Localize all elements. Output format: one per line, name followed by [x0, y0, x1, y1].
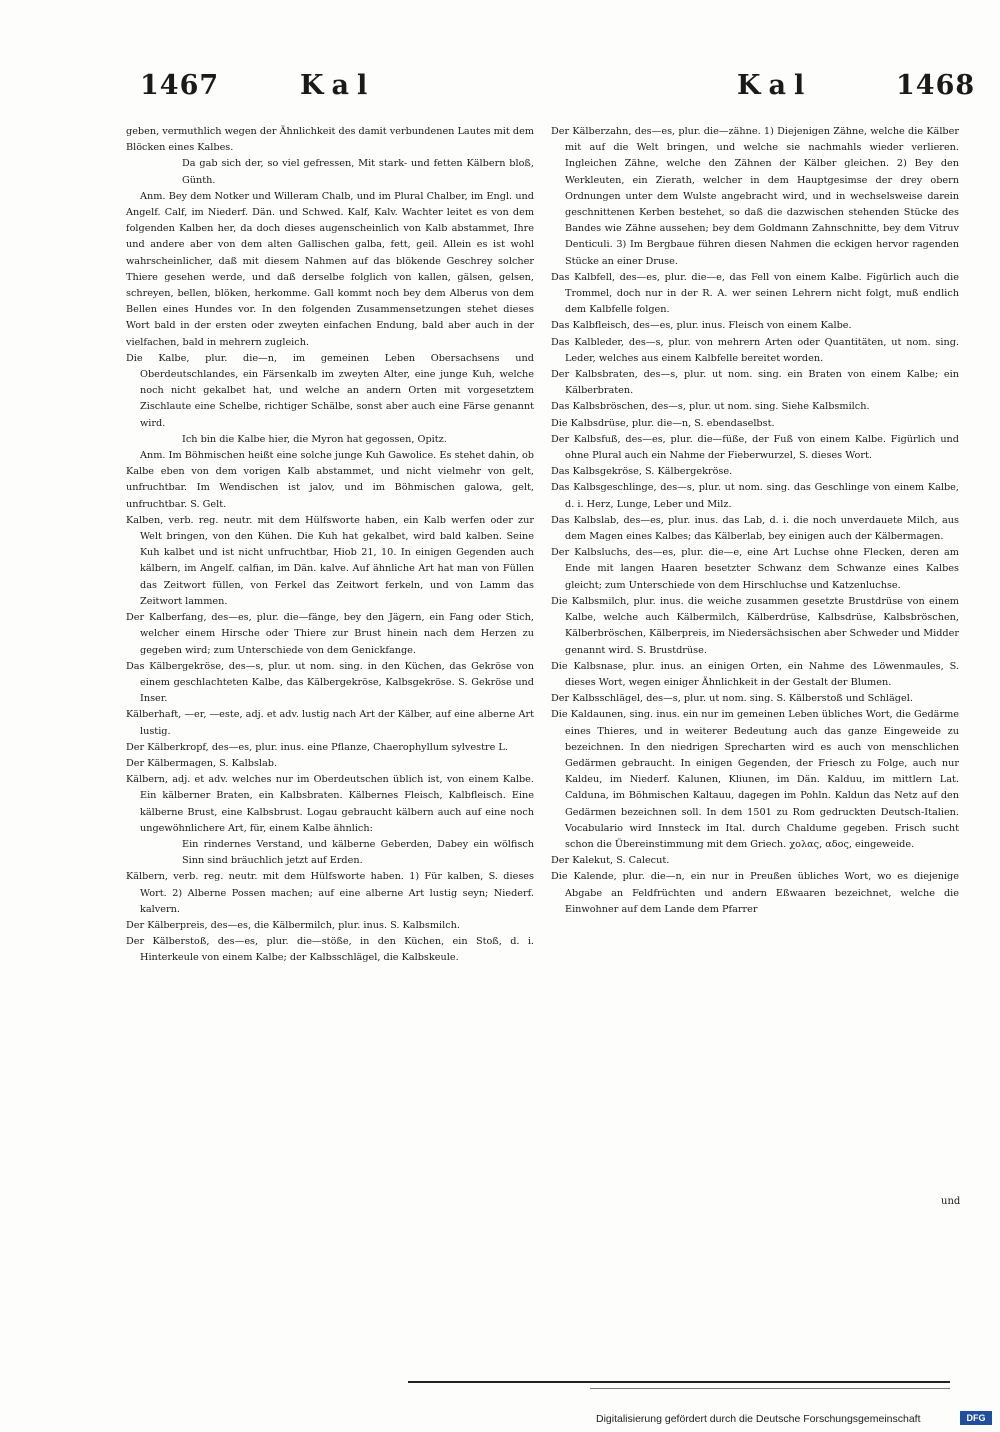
dictionary-entry: Die Kalbsnase, plur. inus. an einigen Orten, ein Nahme des Löwenmaules, S. dieses Wort, wegen einiger Ähnlichkeit in der Gestalt der Blumen. — [551, 660, 959, 688]
right-page-number: 1468 — [896, 70, 976, 101]
catchword: und — [941, 1196, 961, 1207]
dictionary-entry: Kälbern, adj. et adv. welches nur im Oberdeutschen üblich ist, von einem Kalbe. Ein kälberner Braten, ein Kalbsbraten. Kälbernes Fleisch, Kalbfleisch. Eine kälberne Brust, eine Kalbsbrust. Logau gebraucht kälbern auch auf eine noch ungewöhnlichere Art, für, einem Kalbe ähnlich: — [126, 774, 534, 834]
dictionary-entry: Ich bin die Kalbe hier, die Myron hat gegossen, Opitz. — [182, 433, 447, 445]
dictionary-entry: Der Kälbermagen, S. Kalbslab. — [126, 757, 278, 769]
dictionary-entry: Die Kalbsdrüse, plur. die—n, S. ebendaselbst. — [551, 417, 775, 429]
dictionary-entry: Kalben, verb. reg. neutr. mit dem Hülfsworte haben, ein Kalb werfen oder zur Welt bringen, von den Kühen. Die Kuh hat gekalbet, wird bald kalben. Seine Kuh kalbet und ist nicht unfruchtbar, Hiob 21, 10. In einigen Gegenden auch kälbern, im Angelf. calfian, im Dän. kalve. Auf ähnliche Art hat man von Füllen das Zeitwort füllen, von Ferkel das Zeitwort ferkeln, und von Lamm das Zeitwort lammen. — [126, 514, 534, 607]
dictionary-entry: Der Kälberstoß, des—es, plur. die—stöße, in den Küchen, ein Stoß, d. i. Hinterkeule von einem Kalbe; der Kalbsschlägel, die Kalbskeule. — [126, 936, 534, 964]
left-page-number: 1467 — [140, 70, 220, 101]
dictionary-entry: Die Kalbsmilch, plur. inus. die weiche zusammen gesetzte Brustdrüse von einem Kalbe, welche auch Kälbermilch, Kälberdrüse, Kalbsdrüse, Kalbsbröschen, Kälberbröschen, Kälberpreis, im Niedersächsischen aber Schweder und Midder genannt wird. S. Brustdrüse. — [551, 595, 959, 656]
dictionary-entry: Kälbern, verb. reg. neutr. mit dem Hülfsworte haben. 1) Für kalben, S. dieses Wort. 2) Alberne Possen machen; auf eine alberne Art lustig seyn; Niederf. kalvern. — [126, 871, 534, 915]
left-running-head: Kal — [300, 70, 376, 101]
dictionary-entry: Das Kalbfell, des—es, plur. die—e, das Fell von einem Kalbe. Figürlich auch die Trommel, doch nur in der R. A. wer seinen Lehrern nicht folgt, muß endlich dem Kalbfelle folgen. — [551, 271, 959, 316]
dictionary-entry: Der Kälberpreis, des—es, die Kälbermilch, plur. inus. S. Kalbsmilch. — [126, 919, 460, 931]
dictionary-entry: Da gab sich der, so viel gefressen, Mit stark- und fetten Kälbern bloß, Günth. — [182, 158, 534, 186]
dictionary-entry: Das Kalbslab, des—es, plur. inus. das Lab, d. i. die noch unverdauete Milch, aus dem Magen eines Kalbes; das Kälberlab, bey einigen auch der Kälbermagen. — [551, 514, 959, 543]
dictionary-entry: Der Kalbsluchs, des—es, plur. die—e, eine Art Luchse ohne Flecken, deren am Ende mit langen Haaren besetzter Schwanz dem Schwanze eines Kalbes gleicht; zum Unterschiede von dem Hirschluchse und Katzenluchse. — [551, 547, 959, 591]
dictionary-entry: Die Kalende, plur. die—n, ein nur in Preußen übliches Wort, wo es diejenige Abgabe an Feldfrüchten und andern Eßwaaren bezeichnet, welche die Einwohner auf dem Lande dem Pfarrer — [551, 871, 959, 915]
dictionary-entry: Der Kalberfang, des—es, plur. die—fänge, bey den Jägern, ein Fang oder Stich, welcher einem Hirsche oder Thiere zur Brust hinein nach dem Herzen zu gegeben wird; zum Unterschiede von dem Genickfange. — [126, 612, 534, 656]
dictionary-entry: Die Kalbe, plur. die—n, im gemeinen Leben Obersachsens und Oberdeutschlandes, ein Färsenkalb im zweyten Alter, eine junge Kuh, welche noch nicht gekalbet hat, und welche an andern Orten mit vorgesetztem Zischlaute eine Schelbe, richtiger Schälbe, sonst aber auch eine Färse genannt wird. — [126, 352, 534, 429]
dictionary-entry: Anm. Im Böhmischen heißt eine solche junge Kuh Gawolice. Es stehet dahin, ob Kalbe eben von dem vorigen Kalb abstammet, und nicht vielmehr von gelt, unfruchtbar. Im Wendischen ist jalov, und im Böhmischen galowa, gelt, unfruchtbar. S. Gelt. — [126, 450, 534, 510]
dictionary-entry: Anm. Bey dem Notker und Willeram Chalb, und im Plural Chalber, im Engl. und Angelf. Calf, im Niederf. Dän. und Schwed. Kalf, Kalv. Wachter leitet es von dem folgenden Kalben her, da doch dieses augenscheinlich von Kalb abstammet, Ihre und andere aber von dem alten Gallischen galba, fett, geil. Allein es ist wohl wahrscheinlicher, daß mit diesem Nahmen auf das blökende Geschrey solcher Thiere gesehen werde, und daß derselbe folglich von kallen, gälsen, gelsen, schreyen, bellen, blöken, herkomme. Gall kommt noch bey dem Alberus von dem Bellen eines Hundes vor. In den folgenden Zusammensetzungen stehet dieses Wort bald in der ersten oder zweyten einfachen Endung, bald aber auch in der vielfachen, bald in mehrern zugleich. — [126, 190, 534, 348]
right-column — [551, 124, 959, 918]
dictionary-entry: Das Kalbsgekröse, S. Kälbergekröse. — [551, 466, 733, 478]
dictionary-entry: Kälberhaft, —er, —este, adj. et adv. lustig nach Art der Kälber, auf eine alberne Art lustig. — [126, 709, 534, 737]
dictionary-entry: Der Kalbsfuß, des—es, plur. die—füße, der Fuß von einem Kalbe. Figürlich und ohne Plural auch ein Nahme der Fieberwurzel, S. dieses Wort. — [551, 433, 959, 462]
dictionary-entry: Der Kälberkropf, des—es, plur. inus. eine Pflanze, Chaerophyllum sylvestre L. — [126, 741, 508, 753]
digitization-credit: Digitalisierung gefördert durch die Deutsche Forschungsgemeinschaft — [596, 1413, 921, 1425]
dictionary-entry: Das Kalbleder, des—s, plur. von mehrern Arten oder Quantitäten, ut nom. sing. Leder, welches aus einem Kalbfelle bereitet worden. — [551, 336, 959, 364]
left-column — [126, 124, 534, 967]
dictionary-entry: Das Kalbsbröschen, des—s, plur. ut nom. sing. Siehe Kalbsmilch. — [551, 401, 870, 413]
right-running-head: Kal — [737, 70, 813, 101]
dfg-logo: DFG — [960, 1411, 992, 1425]
dictionary-entry: Die Kaldaunen, sing. inus. ein nur im gemeinen Leben übliches Wort, die Gedärme eines Thieres, und in weiterer Bedeutung auch das ganze Eingeweide zu bezeichnen. In den niedrigen Sprecharten wird es auch von menschlichen Gedärmen gebraucht. In einigen Gegenden, der Friesch zu Folge, auch nur Kaldeu, im Niederf. Kalunen, Kliunen, im Dän. Kalduu, im mittlern Lat. Calduna, im Böhmischen Kaltauu, dagegen im Pohln. Kaldun das Netz auf den Gedärmen bezeichnen soll. In dem 1501 zu Rom gedruckten Deutsch-Italien. Vocabulario wird Innsteck im Ital. durch Chaldume gegeben. Frisch sucht schon die Übereinstimmung mit dem Griech. χολας, αδος, eingeweide. — [551, 709, 959, 850]
dictionary-entry: Das Kalbfleisch, des—es, plur. inus. Fleisch von einem Kalbe. — [551, 320, 852, 332]
footer-rule — [408, 1381, 950, 1383]
dictionary-entry: Das Kälbergekröse, des—s, plur. ut nom. sing. in den Küchen, das Gekröse von einem geschlachteten Kalbe, das Kälbergekröse, Kalbsgekröse. S. Gekröse und Inser. — [126, 660, 534, 705]
dictionary-entry: Ein rindernes Verstand, und kälberne Geberden, Dabey ein wölfisch Sinn sind bräuchlich jetzt auf Erden. — [182, 838, 534, 867]
dictionary-entry: Der Kalbsschlägel, des—s, plur. ut nom. sing. S. Kälberstoß und Schlägel. — [551, 693, 913, 705]
footer-rule-thin — [590, 1388, 950, 1389]
dictionary-entry: geben, vermuthlich wegen der Ähnlichkeit des damit verbundenen Lautes mit dem Blöcken eines Kalbes. — [126, 126, 534, 154]
dictionary-entry: Das Kalbsgeschlinge, des—s, plur. ut nom. sing. das Geschlinge von einem Kalbe, d. i. Herz, Lunge, Leber und Milz. — [551, 482, 959, 510]
dictionary-entry: Der Kalekut, S. Calecut. — [551, 855, 670, 867]
dictionary-entry: Der Kälberzahn, des—es, plur. die—zähne. 1) Diejenigen Zähne, welche die Kälber mit auf die Welt bringen, und welche sie nachmahls wieder verlieren. Ingleichen Zähne, welche den Zähnen der Kälber gleichen. 2) Bey den Werkleuten, ein Zierath, welcher in dem Hauptgesimse der drey obern Ordnungen unter dem Wulste angebracht wird, und in wechselsweise darein geschnittenen Kerben bestehet, so daß die dazwischen stehenden Stücke des Bandes wie Zähne aussehen; bey dem Goldmann Zahnschnitte, bey dem Vitruv Denticuli. 3) Im Bergbaue führen diesen Nahmen die eckigen hervor ragenden Stücke an einer Druse. — [551, 126, 959, 267]
dictionary-entry: Der Kalbsbraten, des—s, plur. ut nom. sing. ein Braten von einem Kalbe; ein Kälberbraten. — [551, 369, 959, 397]
